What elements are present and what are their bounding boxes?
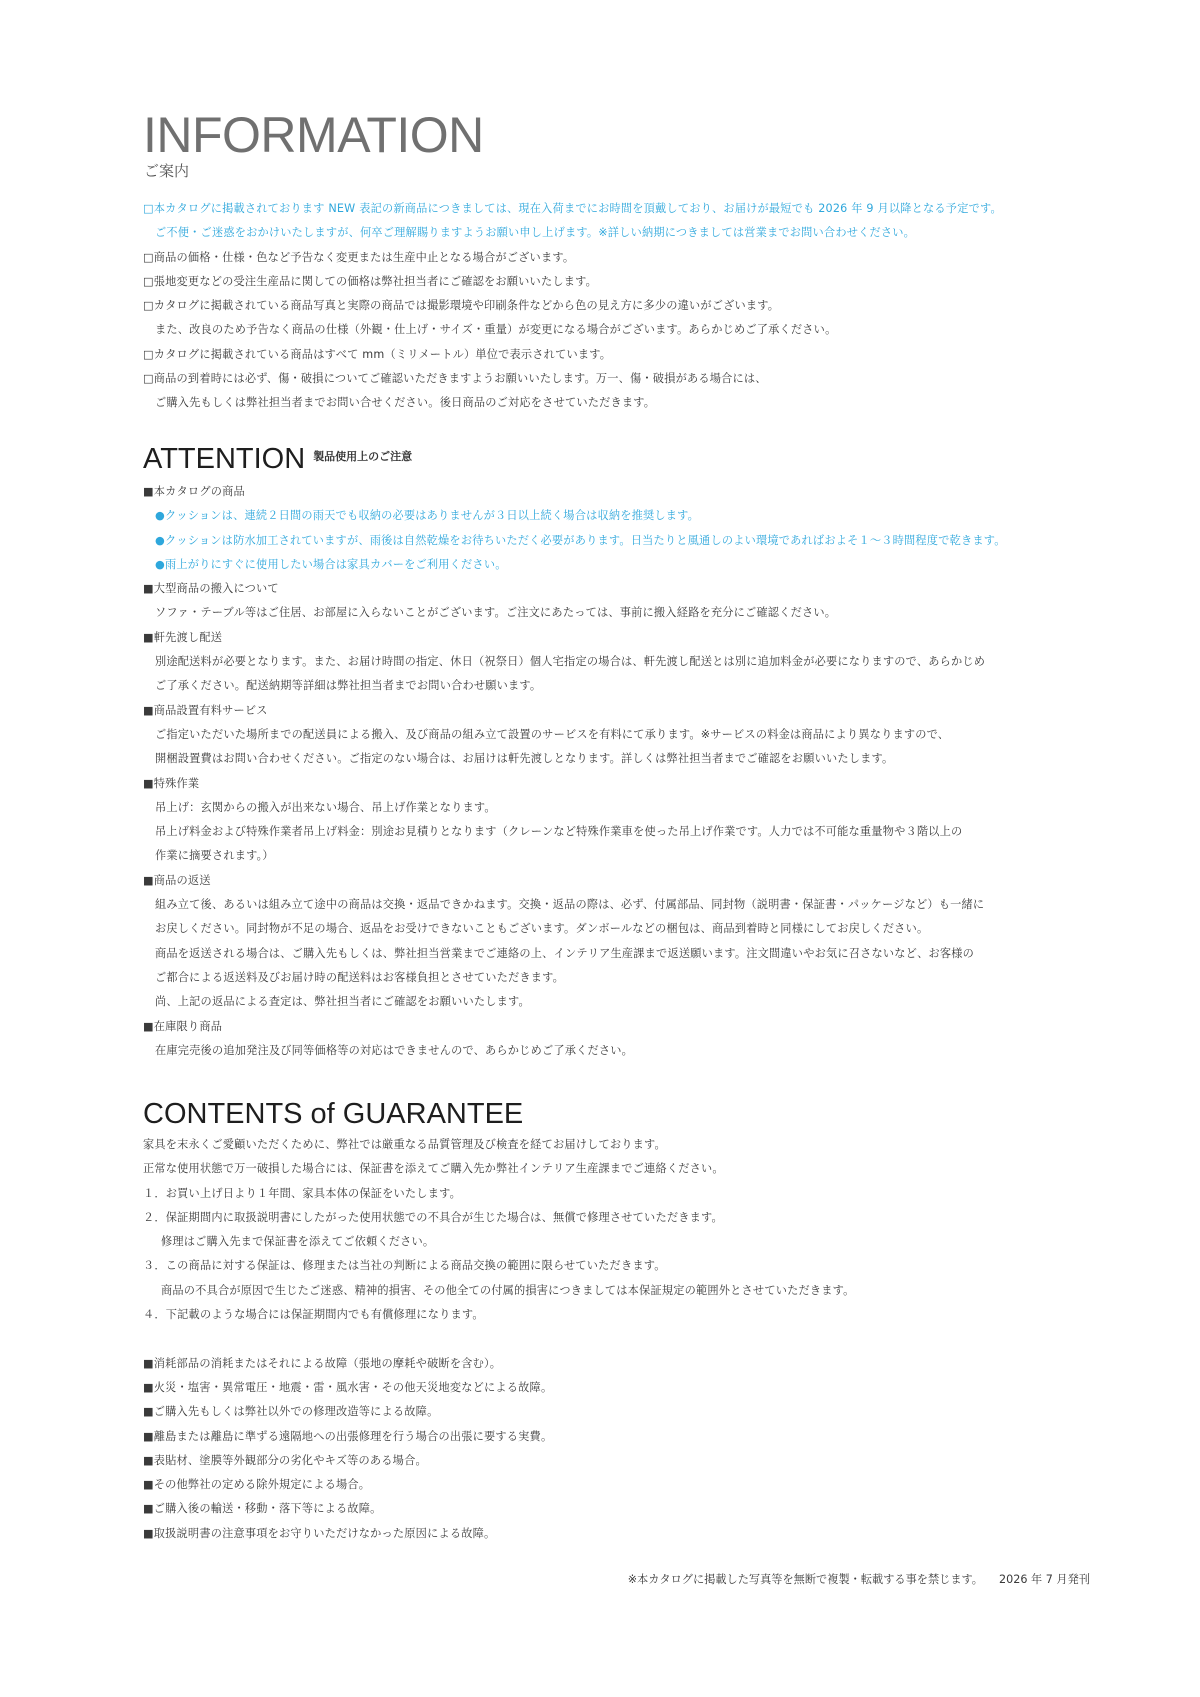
guarantee-line: ■離島または離島に準ずる遠隔地への出張修理を行う場合の出張に要する実費。 bbox=[143, 1429, 553, 1443]
guarantee-line bbox=[143, 1327, 1103, 1351]
info-line: また、改良のため予告なく商品の仕様（外観・仕上げ・サイズ・重量）が変更になる場合がございます。あらかじめご了承ください。 bbox=[155, 323, 837, 337]
guarantee-line: ■ご購入先もしくは弊社以外での修理改造等による故障。 bbox=[143, 1405, 439, 1419]
info-line: □張地変更などの受注生産品に関しての価格は弊社担当者にご確認をお願いいたします。 bbox=[143, 274, 597, 288]
attention-line: 在庫完売後の追加発注及び同等価格等の対応はできませんので、あらかじめご了承ください。 bbox=[155, 1043, 634, 1057]
attention-line: ●クッションは防水加工されていますが、雨後は自然乾燥をお待ちいただく必要があります。日当たりと風通しのよい環境であればおよそ１〜３時間程度で乾きます。 bbox=[155, 533, 1006, 547]
attention-line: 吊上げ：玄関からの搬入が出来ない場合、吊上げ作業となります。 bbox=[155, 800, 496, 814]
guarantee-line: 正常な使用状態で万一破損した場合には、保証書を添えてご購入先か弊社インテリア生産課までご連絡ください。 bbox=[143, 1162, 724, 1176]
attention-line: 別途配送料が必要となります。また、お届け時間の指定、休日（祝祭日）個人宅指定の場合は、軒先渡し配送とは別に追加料金が必要になりますので、あらかじめ bbox=[155, 655, 986, 669]
attention-line: ■本カタログの商品 bbox=[143, 485, 245, 498]
attention-title: ATTENTION bbox=[143, 443, 306, 475]
attention-line: ■軒先渡し配送 bbox=[143, 630, 223, 644]
attention-line: 吊上げ料金および特殊作業者吊上げ料金：別途お見積りとなります（クレーンなど特殊作業車を使った吊上げ作業です。人力では不可能な重量物や３階以上の bbox=[155, 825, 963, 839]
info-line: □商品の到着時には必ず、傷・破損についてご確認いただきますようお願いいたします。万一、傷・破損がある場合には、 bbox=[143, 372, 767, 386]
attention-line: お戻しください。同封物が不足の場合、返品をお受けできないこともございます。ダンボールなどの梱包は、商品到着時と同様にしてお戻しください。 bbox=[155, 922, 929, 936]
footer bbox=[628, 1571, 1090, 1587]
attention-line: 商品を返送される場合は、ご購入先もしくは、弊社担当営業までご連絡の上、インテリア生産課まで返送願います。注文間違いやお気に召さないなど、お客様の bbox=[155, 946, 975, 960]
attention-line: ご都合による返送料及びお届け時の配送料はお客様負担とさせていただきます。 bbox=[155, 970, 565, 984]
attention-line: 尚、上記の返品による査定は、弊社担当者にご確認をお願いいたします。 bbox=[155, 995, 530, 1009]
attention-line: ■在庫限り商品 bbox=[143, 1019, 223, 1033]
attention-line: ■商品の返送 bbox=[143, 873, 211, 887]
attention-line: ご指定いただいた場所までの配送員による搬入、及び商品の組み立て設置のサービスを有料にて承ります。※サービスの料金は商品により異なりますので、 bbox=[155, 727, 950, 741]
information-list bbox=[143, 197, 1103, 416]
attention-line: 開梱設置費はお問い合わせください。ご指定のない場合は、お届けは軒先渡しとなります。詳しくは弊社担当者までご確認をお願いいたします。 bbox=[155, 752, 894, 766]
information-title: INFORMATION bbox=[143, 107, 484, 163]
guarantee-line: １．お買い上げ日より１年間、家具本体の保証をいたします。 bbox=[143, 1186, 461, 1200]
info-line: □本カタログに掲載されております NEW 表記の新商品につきましては、現在入荷までにお時間を頂戴しており、お届けが最短でも 2026 年 9 月以降となる予定です。 bbox=[143, 202, 1002, 215]
guarantee-line: 商品の不具合が原因で生じたご迷惑、精神的損害、その他全ての付属的損害につきましては本保証規定の範囲外とさせていただきます。 bbox=[161, 1283, 855, 1297]
attention-line: 組み立て後、あるいは組み立て途中の商品は交換・返品できかねます。交換・返品の際は、必ず、付属部品、同封物（説明書・保証書・パッケージなど）も一緒に bbox=[155, 898, 985, 912]
attention-line: ソファ・テーブル等はご住居、お部屋に入らないことがございます。ご注文にあたっては、事前に搬入経路を充分にご確認ください。 bbox=[155, 606, 837, 620]
guarantee-line: ３．この商品に対する保証は、修理または当社の判断による商品交換の範囲に限らせていただきます。 bbox=[143, 1259, 666, 1273]
attention-list bbox=[143, 480, 1103, 1063]
info-line: □カタログに掲載されている商品はすべて mm（ミリメートル）単位で表示されています。 bbox=[143, 347, 612, 361]
guarantee-line: ■取扱説明書の注意事項をお守りいただけなかった原因による故障。 bbox=[143, 1526, 496, 1540]
info-line: □カタログに掲載されている商品写真と実際の商品では撮影環境や印刷条件などから色の見え方に多少の違いがございます。 bbox=[143, 299, 780, 313]
info-line: □商品の価格・仕様・色など予告なく変更または生産中止となる場合がございます。 bbox=[143, 250, 575, 264]
guarantee-line: ■その他弊社の定める除外規定による場合。 bbox=[143, 1478, 371, 1492]
guarantee-line: ■消耗部品の消耗またはそれによる故障（張地の摩耗や破断を含む）。 bbox=[143, 1356, 502, 1370]
info-line: ご購入先もしくは弊社担当者までお問い合せください。後日商品のご対応をさせていただきます。 bbox=[155, 396, 656, 410]
guarantee-line: ４．下記載のような場合には保証期間内でも有償修理になります。 bbox=[143, 1308, 484, 1322]
attention-subtitle: 製品使用上のご注意 bbox=[313, 450, 413, 463]
attention-line: ■商品設置有料サービス bbox=[143, 703, 268, 717]
copyright-notice: ※本カタログに掲載した写真等を無断で複製・転載する事を禁じます。 bbox=[627, 1573, 983, 1586]
attention-line: ご了承ください。配送納期等詳細は弊社担当者までお問い合わせ願います。 bbox=[155, 679, 542, 693]
attention-line: ■特殊作業 bbox=[143, 776, 200, 790]
guarantee-list bbox=[143, 1133, 1103, 1546]
attention-line: ■大型商品の搬入について bbox=[143, 582, 279, 596]
guarantee-line: ■ご購入後の輸送・移動・落下等による故障。 bbox=[143, 1502, 382, 1516]
attention-line: ●雨上がりにすぐに使用したい場合は家具カバーをご利用ください。 bbox=[155, 557, 507, 571]
guarantee-line: 修理はご購入先まで保証書を添えてご依頼ください。 bbox=[161, 1235, 435, 1249]
attention-line: ●クッションは、連続２日間の雨天でも収納の必要はありませんが３日以上続く場合は収納を推奨します。 bbox=[155, 509, 700, 523]
attention-line: 作業に摘要されます。） bbox=[155, 849, 274, 863]
attention-heading bbox=[143, 445, 412, 474]
information-subtitle: ご案内 bbox=[144, 162, 190, 180]
guarantee-line: ２．保証期間内に取扱説明書にしたがった使用状態での不具合が生じた場合は、無償で修理させていただきます。 bbox=[143, 1210, 723, 1224]
guarantee-line: 家具を末永くご愛顧いただくために、弊社では厳重なる品質管理及び検査を経てお届けしております。 bbox=[143, 1138, 666, 1151]
guarantee-line: ■表貼材、塗膜等外観部分の劣化やキズ等のある場合。 bbox=[143, 1453, 427, 1467]
guarantee-line: ■火災・塩害・異常電圧・地震・雷・風水害・その他天災地変などによる故障。 bbox=[143, 1380, 553, 1394]
info-line: ご不便・ご迷惑をおかけいたしますが、何卒ご理解賜りますようお願い申し上げます。※詳しい納期につきましては営業までお問い合わせください。 bbox=[155, 226, 916, 240]
publication-date: 2026 年 7 月発刊 bbox=[998, 1573, 1090, 1586]
guarantee-title: CONTENTS of GUARANTEE bbox=[143, 1098, 524, 1130]
